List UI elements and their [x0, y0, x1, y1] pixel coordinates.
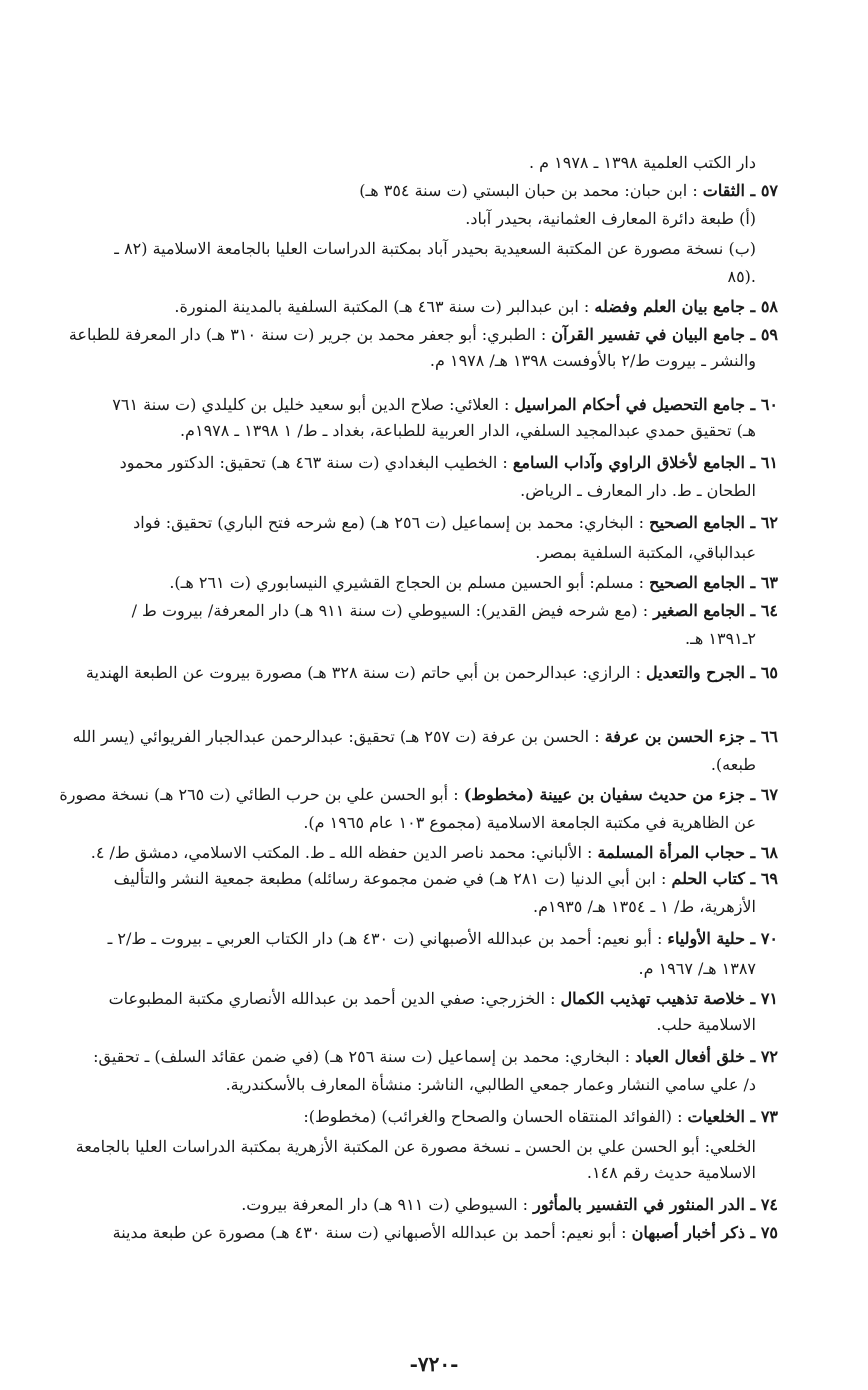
entry-line: [108, 926, 778, 952]
entry-text: : الألباني: محمد ناصر الدين حفظه الله ـ ط. المكتب الاسلامي، دمشق ط/ ٤.: [90, 843, 598, 862]
entry-line: الطحان ـ ط. دار المعارف ـ الرياض.: [520, 481, 756, 500]
entry-line: [73, 724, 778, 750]
entry-title: الجامع الصحيح: [649, 573, 745, 592]
entry-text: : (مع شرحه فيض القدير): السيوطي (ت سنة ٩١١ هـ) دار المعرفة/ بيروت ط /: [131, 601, 654, 620]
entry-text: : أبو الحسن علي بن حرب الطائي (ت ٢٦٥ هـ) نسخة مصورة: [59, 785, 464, 804]
entry-text: : الرازي: عبدالرحمن بن أبي حاتم (ت سنة ٣٢٨ هـ) مصورة بيروت عن الطبعة الهندية: [85, 663, 647, 682]
entry-line: الاسلامية حديث رقم ١٤٨.: [586, 1163, 756, 1182]
entry-number: ٧٤ ـ: [744, 1195, 778, 1214]
entry-number: ٧٢ ـ: [744, 1047, 778, 1066]
entry-line: الخلعي: أبو الحسن علي بن الحسن ـ نسخة مصورة عن المكتبة الأزهرية بمكتبة الدراسات العليا بالجامعة: [75, 1137, 756, 1156]
entry-title: الخلعيات: [687, 1107, 745, 1126]
entry-text: : (الفوائد المنتقاه الحسان والصحاح والغرائب) (مخطوط):: [303, 1107, 688, 1126]
entry-number: ٦٣ ـ: [744, 573, 778, 592]
entry-text: : أبو نعيم: أحمد بن عبدالله الأصبهاني (ت ٤٣٠ هـ) دار الكتاب العربي ـ بيروت ـ ط/٢ ـ: [107, 929, 668, 948]
entry-title: الثقات: [702, 181, 745, 200]
entry-line: ٨٥).: [727, 267, 756, 286]
entry-number: ٧٠ ـ: [744, 929, 778, 948]
entry-line: طبعه).: [710, 755, 756, 774]
entry-number: ٧١ ـ: [744, 989, 778, 1008]
entry-title: خلق أفعال العباد: [635, 1047, 745, 1066]
entry-line: [120, 450, 778, 476]
entry-text: : البخاري: محمد بن إسماعيل (ت سنة ٢٥٦ هـ) (في ضمن عقائد السلف) ـ تحقيق:: [93, 1047, 636, 1066]
entry-line: [169, 570, 778, 596]
entry-title: جامع بيان العلم وفضله: [594, 297, 745, 316]
entry-line: [241, 1192, 778, 1218]
entry-number: ٧٥ ـ: [744, 1223, 778, 1242]
entry-number: ٦٢ ـ: [744, 513, 778, 532]
entry-line: الاسلامية حلب.: [656, 1015, 756, 1034]
entry-text: : الخطيب البغدادي (ت سنة ٤٦٣ هـ) تحقيق: الدكتور محمود: [119, 453, 513, 472]
entry-text: : ابن حبان: محمد بن حبان البستي (ت سنة ٣٥٤ هـ): [359, 181, 703, 200]
entry-line: الأزهرية، ط/ ١ ـ ١٣٥٤ هـ/ ١٩٣٥م.: [532, 897, 756, 916]
entry-number: ٦٤ ـ: [744, 601, 778, 620]
entry-number: ٥٩ ـ: [744, 325, 778, 344]
entry-number: ٦١ ـ: [744, 453, 778, 472]
entry-number: ٦٦ ـ: [744, 727, 778, 746]
entry-line: عبدالباقي، المكتبة السلفية بمصر.: [535, 543, 756, 562]
entry-text: : السيوطي (ت ٩١١ هـ) دار المعرفة بيروت.: [241, 1195, 534, 1214]
entry-title: الجرح والتعديل: [646, 663, 745, 682]
entry-line: [359, 178, 778, 204]
entry-title: جامع التحصيل في أحكام المراسيل: [514, 395, 745, 414]
entry-title: جزء الحسن بن عرفة: [604, 727, 745, 746]
entry-title: الجامع الصحيح: [649, 513, 745, 532]
entry-title: خلاصة تذهيب تهذيب الكمال: [560, 989, 745, 1008]
entry-number: ٦٥ ـ: [744, 663, 778, 682]
entry-title: جامع البيان في تفسير القرآن: [551, 325, 745, 344]
entry-line: (أ) طبعة دائرة المعارف العثمانية، بحيدر آباد.: [465, 209, 756, 228]
entry-number: ٦٨ ـ: [744, 843, 778, 862]
entry-line: [112, 392, 778, 418]
entry-text: : الحسن بن عرفة (ت ٢٥٧ هـ) تحقيق: عبدالرحمن عبدالجبار الفريوائي (يسر الله: [72, 727, 605, 746]
entry-title: حلية الأولياء: [667, 929, 745, 948]
entry-line: [91, 840, 778, 866]
entry-title: الدر المنثور في التفسير بالمأثور: [533, 1195, 745, 1214]
entry-text: : البخاري: محمد بن إسماعيل (ت ٢٥٦ هـ) (مع شرحه فتح الباري) تحقيق: فواد: [133, 513, 650, 532]
entry-line: [59, 782, 778, 808]
entry-line: (ب) نسخة مصورة عن المكتبة السعيدية بحيدر آباد بمكتبة الدراسات العليا بالجامعة الاسلامية (٨٢ ـ: [114, 239, 756, 258]
entry-title: الجامع الصغير: [653, 601, 745, 620]
entry-line: [93, 1044, 778, 1070]
entry-line: [109, 986, 778, 1012]
entry-line: [132, 598, 778, 624]
entry-text: : الطبري: أبو جعفر محمد بن جرير (ت سنة ٣١٠ هـ) دار المعرفة للطباعة: [68, 325, 552, 344]
entry-title: الجامع لأخلاق الراوي وآداب السامع: [512, 453, 745, 472]
entry-text: : الخزرجي: صفي الدين أحمد بن عبدالله الأنصاري مكتبة المطبوعات: [108, 989, 561, 1008]
entry-text: : أبو نعيم: أحمد بن عبدالله الأصبهاني (ت سنة ٤٣٠ هـ) مصورة عن طبعة مدينة: [112, 1223, 632, 1242]
entry-line: [68, 322, 778, 348]
entry-line: د/ علي سامي النشار وعمار جمعي الطالبي، الناشر: منشأة المعارف بالأسكندرية.: [225, 1075, 756, 1094]
entry-line: والنشر ـ بيروت ط/٢ بالأوفست ١٣٩٨ هـ/ ١٩٧٨ م.: [429, 351, 756, 370]
entry-line: [303, 1104, 778, 1130]
entry-line: ٢ـ١٣٩١ هـ.: [685, 629, 756, 648]
entry-title: حجاب المرأة المسلمة: [597, 843, 745, 862]
entry-number: ٥٧ ـ: [744, 181, 778, 200]
entry-line: [86, 660, 778, 686]
entry-number: ٧٣ ـ: [744, 1107, 778, 1126]
entry-line: ١٣٨٧ هـ/ ١٩٦٧ م.: [638, 959, 756, 978]
entry-line: دار الكتب العلمية ١٣٩٨ ـ ١٩٧٨ م .: [528, 153, 756, 172]
entry-line: هـ) تحقيق حمدي عبدالمجيد السلفي، الدار العربية للطباعة، بغداد ـ ط/ ١ ١٣٩٨ ـ ١٩٧٨م.: [179, 421, 756, 440]
entry-number: ٥٨ ـ: [744, 297, 778, 316]
entry-text: : ابن عبدالبر (ت سنة ٤٦٣ هـ) المكتبة السلفية بالمدينة المنورة.: [174, 297, 595, 316]
entry-line: [133, 510, 778, 536]
page-number: -٧٢٠-: [409, 1352, 459, 1376]
entry-title: جزء من حديث سفيان بن عيينة (مخطوط): [463, 785, 745, 804]
entry-text: : مسلم: أبو الحسين مسلم بن الحجاج القشيري النيسابوري (ت ٢٦١ هـ).: [169, 573, 650, 592]
entry-number: ٦٧ ـ: [744, 785, 778, 804]
entry-title: ذكر أخبار أصبهان: [631, 1223, 745, 1242]
entry-number: ٦٩ ـ: [744, 869, 778, 888]
entry-line: [113, 1220, 778, 1246]
entry-line: عن الظاهرية في مكتبة الجامعة الاسلامية (مجموع ١٠٣ عام ١٩٦٥ م).: [303, 813, 756, 832]
entry-text: : العلائي: صلاح الدين أبو سعيد خليل بن كليلدي (ت سنة ٧٦١: [112, 395, 515, 414]
entry-text: : ابن أبي الدنيا (ت ٢٨١ هـ) في ضمن مجموعة رسائله) مطبعة جمعية النشر والتأليف: [113, 869, 672, 888]
entry-title: كتاب الحلم: [671, 869, 745, 888]
entry-number: ٦٠ ـ: [744, 395, 778, 414]
entry-line: [114, 866, 778, 892]
entry-line: [174, 294, 778, 320]
